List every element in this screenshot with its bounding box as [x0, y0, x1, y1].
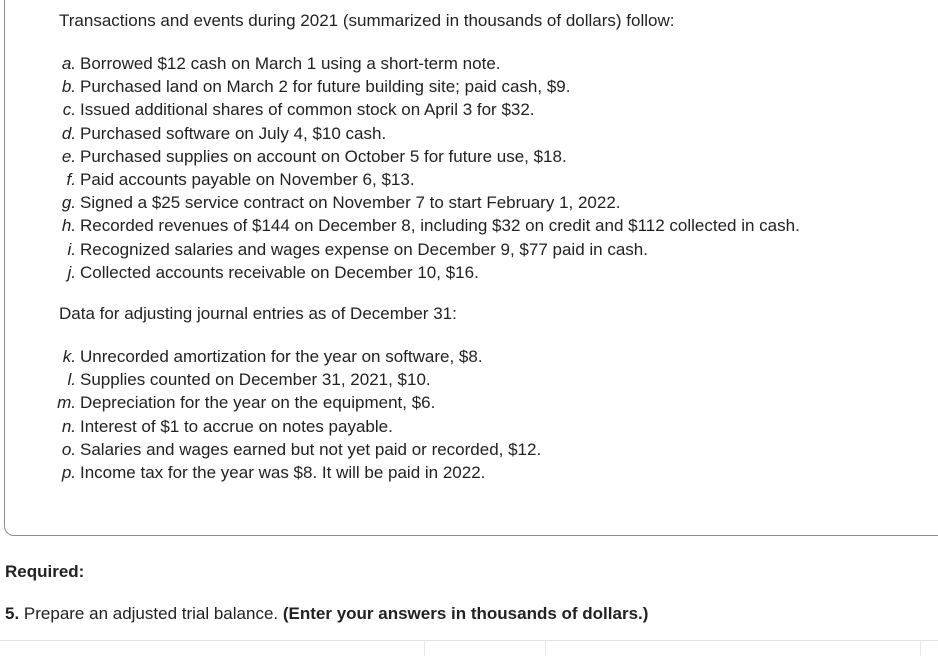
item-text: Issued additional shares of common stock on April 3 for $32. [80, 100, 535, 120]
item-text: Unrecorded amortization for the year on software, $8. [80, 347, 483, 366]
item-letter: k. [62, 347, 76, 366]
item-letter: d. [61, 123, 76, 143]
transactions-intro: Transactions and events during 2021 (summarized in thousands of dollars) follow: [59, 11, 675, 30]
item-text: Signed a $25 service contract on November 7 to start February 1, 2022. [80, 193, 621, 213]
required-label: Required: [5, 562, 85, 581]
list-item [0, 191, 900, 214]
list-item [0, 214, 900, 237]
item-text: Recorded revenues of $144 on December 8, including $32 on credit and $112 collected in cash. [80, 216, 800, 236]
item-text: Recognized salaries and wages expense on December 9, $77 paid in cash. [80, 239, 648, 259]
list-item [0, 75, 900, 98]
item-letter: o. [61, 439, 76, 459]
item-letter: a. [61, 54, 76, 73]
item-text: Borrowed $12 cash on March 1 using a short-term note. [80, 54, 501, 73]
adjusting-intro: Data for adjusting journal entries as of December 31: [59, 304, 457, 323]
item-letter: b. [61, 77, 76, 97]
question-text: Prepare an adjusted trial balance. [19, 604, 283, 623]
list-item [0, 168, 900, 191]
list-item [0, 415, 900, 438]
item-letter: m. [57, 393, 76, 413]
question-number: 5. [5, 604, 20, 623]
list-item [0, 438, 900, 461]
item-letter: f. [66, 169, 76, 189]
item-letter: j. [67, 262, 76, 282]
list-item [0, 461, 900, 484]
item-letter: g. [61, 193, 76, 213]
footer-divider [0, 640, 938, 641]
item-letter: l. [67, 370, 76, 390]
item-letter: n. [61, 416, 76, 436]
list-item [0, 145, 900, 168]
item-text: Purchased land on March 2 for future building site; paid cash, $9. [80, 77, 571, 97]
question-5 [5, 604, 648, 624]
list-item [0, 345, 900, 368]
list-item [0, 52, 900, 75]
footer-column-divider [424, 641, 425, 656]
footer-column-divider [920, 641, 921, 656]
item-text: Supplies counted on December 31, 2021, $10. [80, 370, 431, 390]
footer-column-divider [545, 641, 546, 656]
item-letter: p. [61, 462, 76, 482]
item-letter: c. [62, 100, 76, 120]
item-text: Salaries and wages earned but not yet paid or recorded, $12. [80, 439, 542, 459]
item-text: Collected accounts receivable on December 10, $16. [80, 262, 479, 282]
transactions-list [0, 52, 900, 284]
item-letter: i. [67, 239, 76, 259]
item-text: Purchased software on July 4, $10 cash. [80, 123, 387, 143]
item-text: Interest of $1 to accrue on notes payable. [80, 416, 393, 436]
question-note: (Enter your answers in thousands of dollars.) [282, 604, 649, 623]
list-item [0, 261, 900, 284]
item-text: Purchased supplies on account on October 5 for future use, $18. [80, 146, 567, 166]
list-item [0, 391, 900, 414]
list-item [0, 122, 900, 145]
list-item [0, 98, 900, 121]
item-text: Depreciation for the year on the equipment, $6. [80, 393, 436, 413]
item-text: Paid accounts payable on November 6, $13. [80, 169, 415, 189]
item-letter: h. [61, 216, 76, 236]
list-item [0, 368, 900, 391]
list-item [0, 238, 900, 261]
adjustments-list [0, 345, 900, 484]
item-text: Income tax for the year was $8. It will be paid in 2022. [80, 462, 486, 482]
item-letter: e. [61, 146, 76, 166]
